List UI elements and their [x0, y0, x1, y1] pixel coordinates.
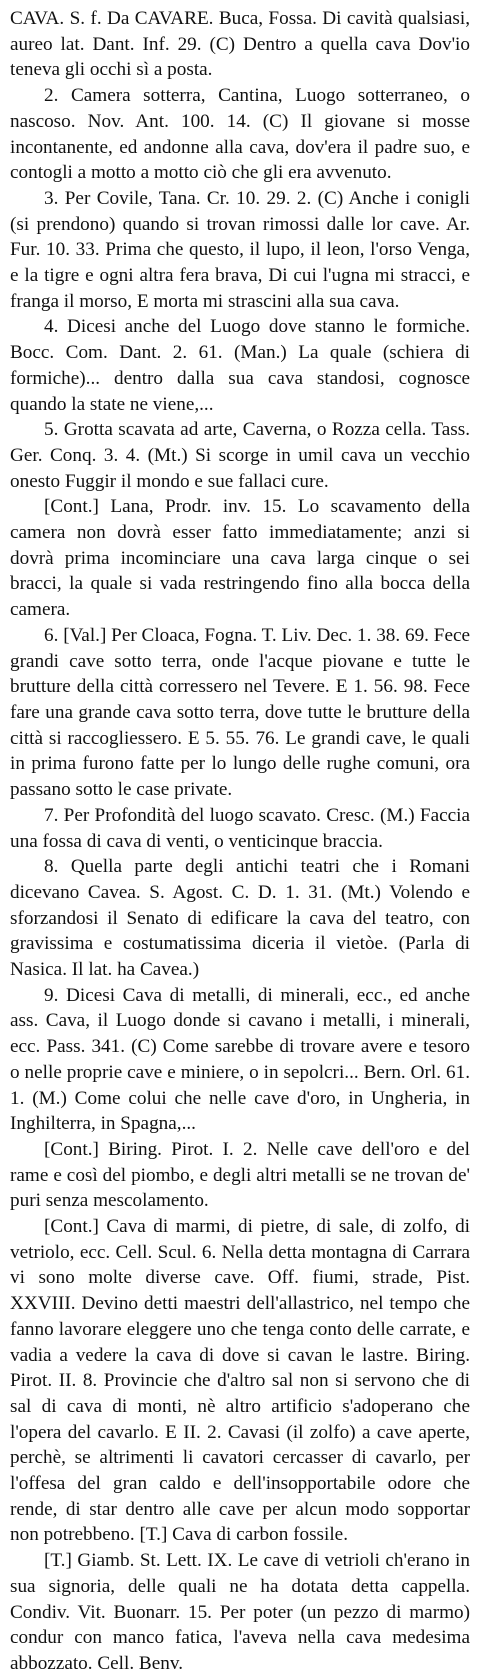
sense-9-cont-2-paragraph: [Cont.] Cava di marmi, di pietre, di sale, di zolfo, di vetriolo, ecc. Cell. Scul. 6. Nella detta montagna di Carrara vi sono molte diverse cave. Off. fiumi, strade, Pist. XXVIII. Devino detti maestri dell'allastrico, nel tempo che fanno lavorare eleggere uno che tenga conto delle carrate, e vadia a vedere la cava di dove si cavan le lastre. Biring. Pirot. II. 8. Provincie che d'altro sal non si servono che di sal di cava di monti, nè altro artificio s'adoperano che l'opera del cavarlo. E II. 2. Cavasi (il zolfo) a cave aperte, perchè, se altrimenti li cavatori cercasser di cavarlo, per l'offesa del gran caldo e dell'insopportabile odore che rende, di star dentro alle cave per alcun modo sopportar non potrebbeno. [T.] Cava di carbon fossile.: [10, 1216, 470, 1546]
sense-3-paragraph: 3. Per Covile, Tana. Cr. 10. 29. 2. (C) Anche i conigli (si prendono) quando si trovan rimossi dalle lor cave. Ar. Fur. 10. 33. Prima che questo, il lupo, il leon, l'orso Venga, e la tigre e ogni altra fera brava, Di cui l'ugna mi stracci, e franga il morso, E morta mi strascini alla sua cava.: [10, 187, 470, 312]
sense-9-cont-3-paragraph: [T.] Giamb. St. Lett. IX. Le cave di vetrioli ch'erano in sua signoria, delle quali ne ha dotata detta cappella. Condiv. Vit. Buonarr. 15. Per poter (un pezzo di marmo) condur con manco fatica, l'aveva nella cava medesima abbozzato. Cell. Benv.: [10, 1550, 470, 1674]
sense-5-cont-paragraph: [Cont.] Lana, Prodr. inv. 15. Lo scavamento della camera non dovrà esser fatto immediatamente; anzi si dovrà prima incominciare una cava larga cinque o sei bracci, la quale si vada restringendo fino alla bocca della camera.: [10, 496, 470, 621]
sense-6-paragraph: 6. [Val.] Per Cloaca, Fogna. T. Liv. Dec. 1. 38. 69. Fece grandi cave sotto terra, onde l'acque piovane e tutte le brutture della città corressero nel Tevere. E 1. 56. 98. Fece fare una grande cava sotto terra, dove tutte le brutture della città si raccogliessero. E 5. 55. 76. Le grandi cave, le quali in prima furono fatte per lo lungo delle rughe comuni, ora passano sotto le case private.: [10, 624, 470, 801]
sense-9-cont-1-paragraph: [Cont.] Biring. Pirot. I. 2. Nelle cave dell'oro e del rame e così del piombo, e degli altri metalli se ne trovan de' puri senza mescolamento.: [10, 1138, 470, 1212]
sense-8-paragraph: 8. Quella parte degli antichi teatri che i Romani dicevano Cavea. S. Agost. C. D. 1. 31. (Mt.) Volendo e sforzandosi il Senato di edificare la cava del teatro, con gravissima e costumatissima diceria il vietòe. (Parla di Nasica. Il lat. ha Cavea.): [10, 856, 470, 981]
sense-9-paragraph: 9. Dicesi Cava di metalli, di minerali, ecc., ed anche ass. Cava, il Luogo donde si cavano i metalli, i minerali, ecc. Pass. 341. (C) Come sarebbe di trovare avere e tesoro o nelle proprie cave e miniere, o in sepolcri... Bern. Orl. 61. 1. (M.) Come colui che nelle cave d'oro, in Ungheria, in Inghilterra, in Spagna,...: [10, 984, 470, 1135]
dictionary-entry-cava: [10, 6, 470, 1677]
sense-4-paragraph: 4. Dicesi anche del Luogo dove stanno le formiche. Bocc. Com. Dant. 2. 61. (Man.) La quale (schiera di formiche)... dentro dalla sua cava standosi, cognosce quando la state ne viene,...: [10, 316, 470, 415]
entry-headword-paragraph: CAVA. S. f. Da CAVARE. Buca, Fossa. Di cavità qualsiasi, aureo lat. Dant. Inf. 29. (C) Dentro a quella cava Dov'io teneva gli occhi sì a posta.: [10, 8, 470, 81]
sense-2-paragraph: 2. Camera sotterra, Cantina, Luogo sotterraneo, o nascoso. Nov. Ant. 100. 14. (C) Il giovane si mosse incontanente, ed andonne alla cava, dov'era il padre suo, e contogli a motto a motto ciò che gli era avvenuto.: [10, 85, 470, 184]
sense-5-paragraph: 5. Grotta scavata ad arte, Caverna, o Rozza cella. Tass. Ger. Conq. 3. 4. (Mt.) Si scorge in umil cava un vecchio onesto Fuggir il mondo e sue fallaci cure.: [10, 419, 470, 492]
sense-7-paragraph: 7. Per Profondità del luogo scavato. Cresc. (M.) Faccia una fossa di cava di venti, o venticinque braccia.: [10, 804, 470, 852]
